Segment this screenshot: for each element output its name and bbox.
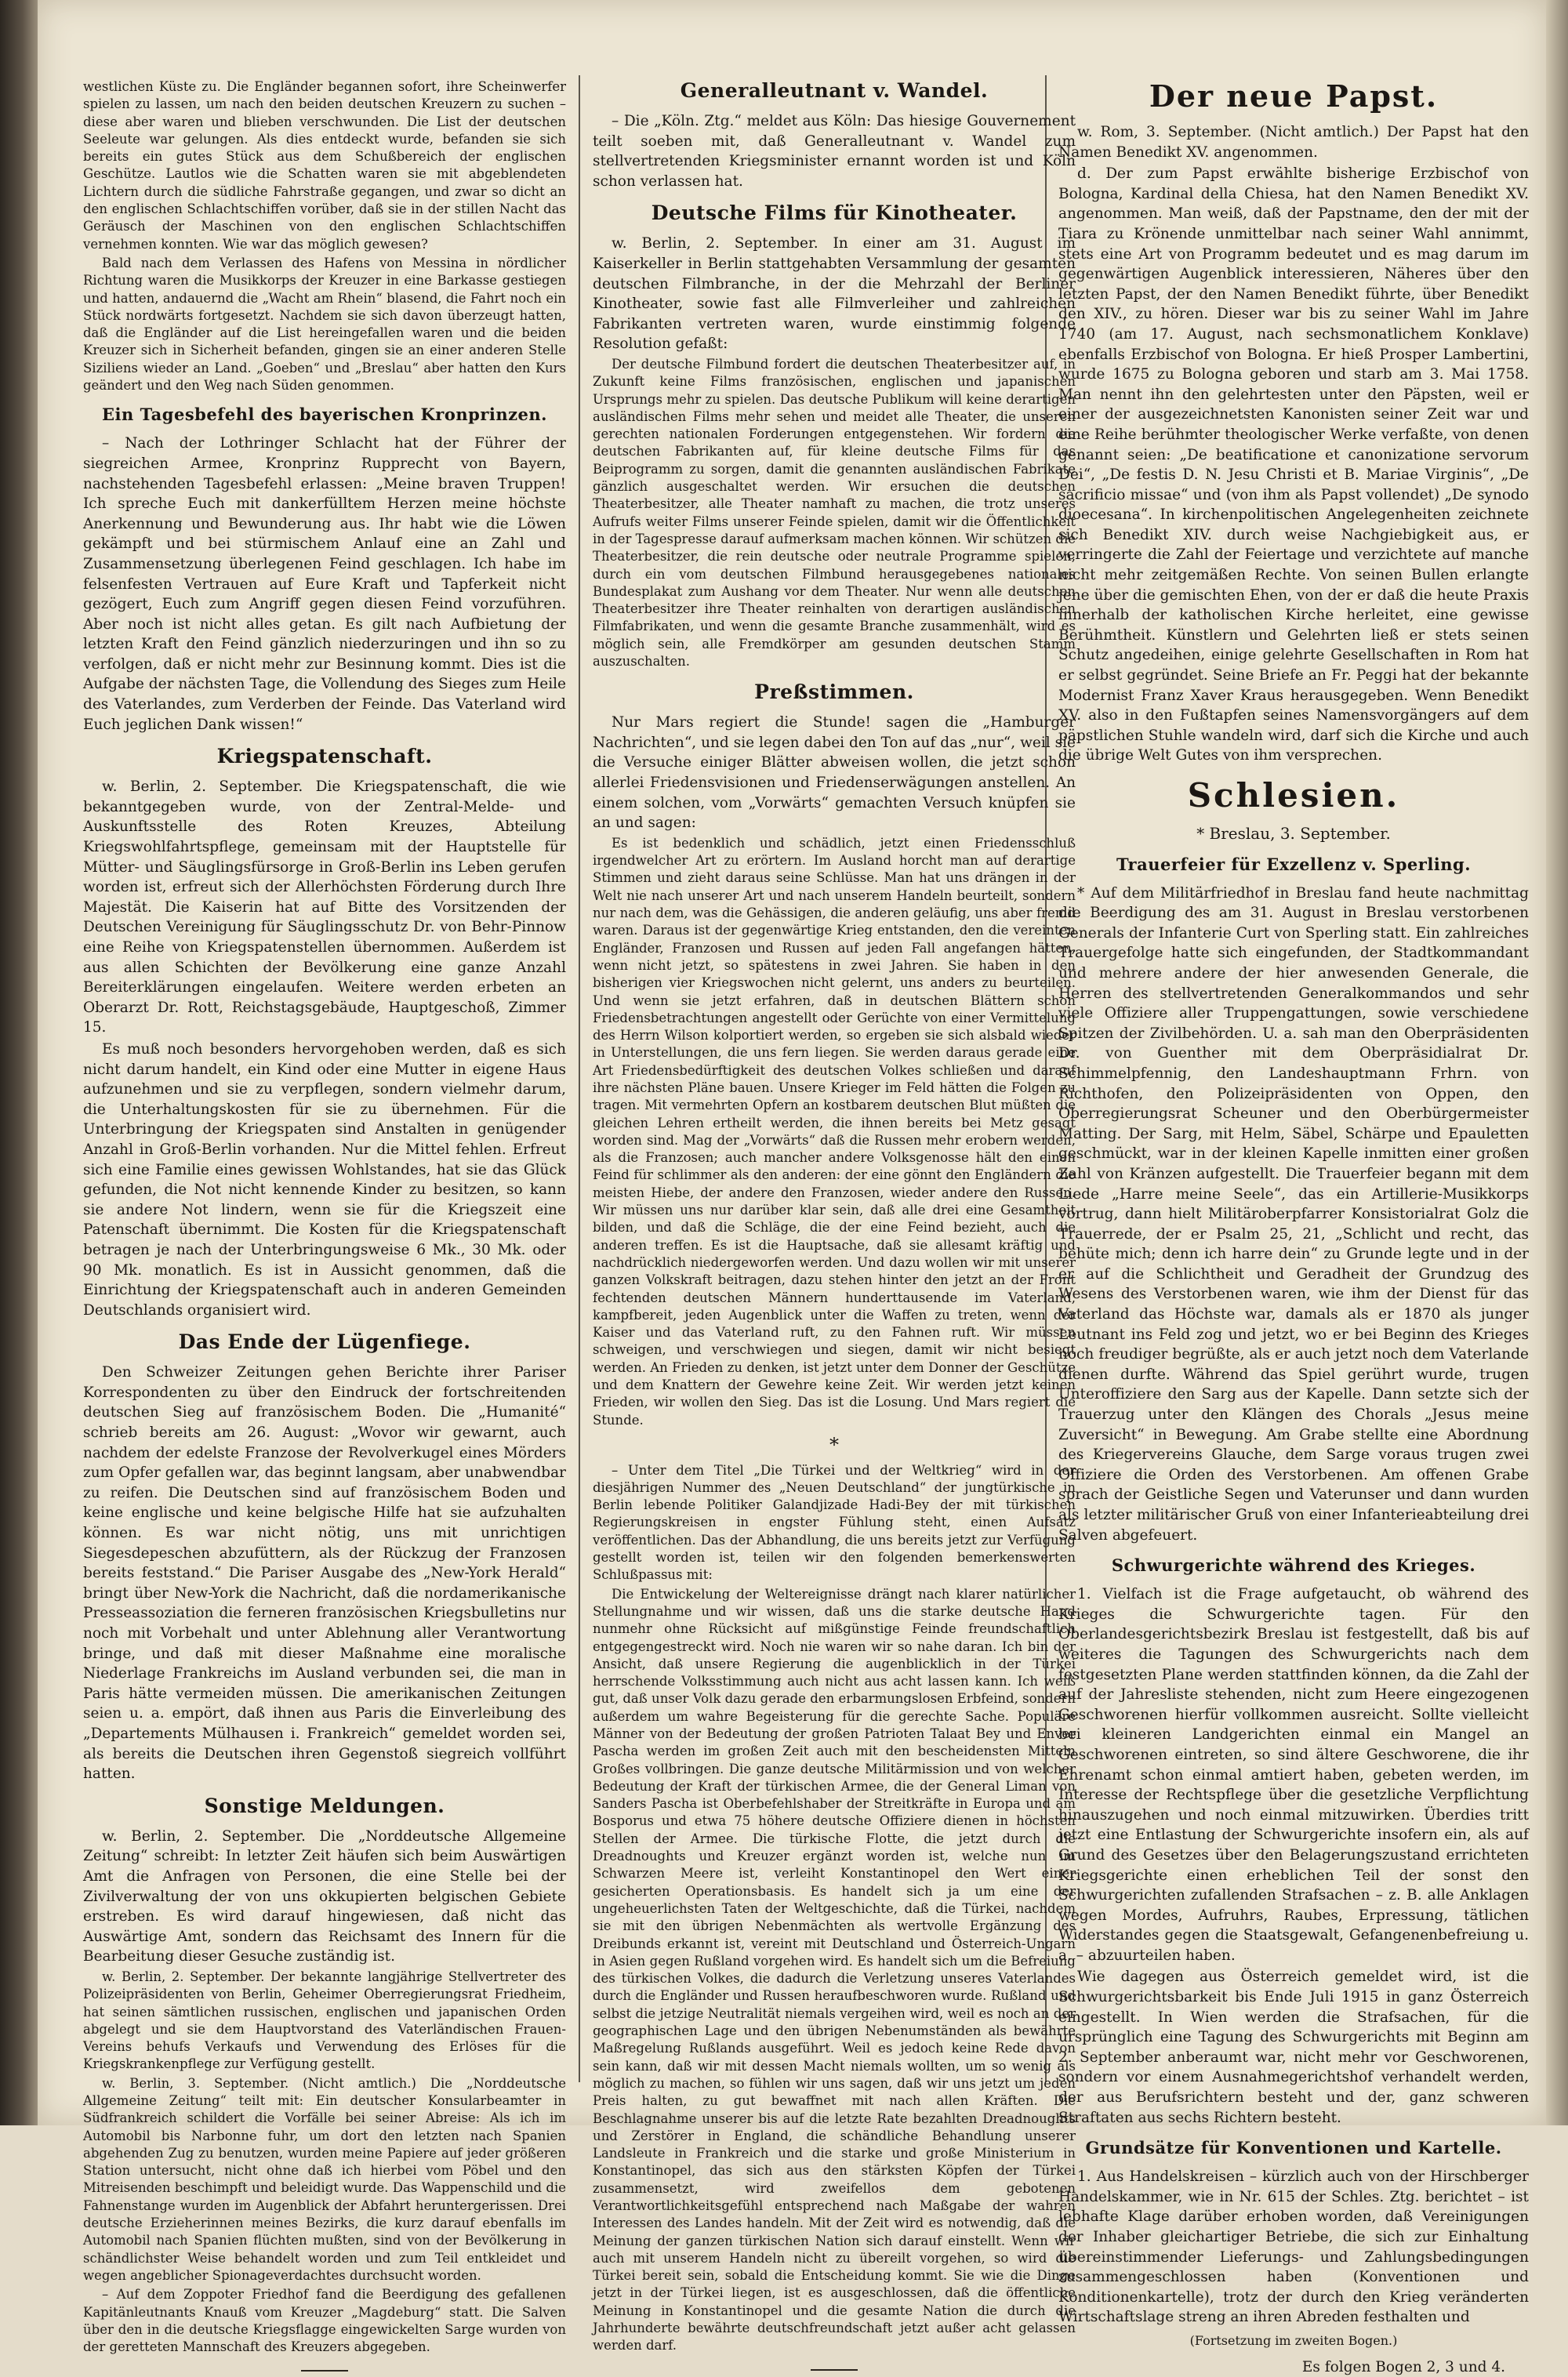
headline-trauerfeier: Trauerfeier für Exzellenz v. Sperling. [1116,854,1472,874]
dateline: * Breslau, 3. September. [1196,824,1391,843]
article-text: w. Berlin, 2. September. In einer am 31. August im Kaiserkeller in Berlin stattgehabten Versammlung der gesamten deutschen Filmbranche, in der die Mehrzahl der Berliner Kinotheater, sowie fast alle Filmverleiher und zahlreichen Fabrikanten vertreten waren, wurde einstimmig folgende Resolution gefaßt: [593,235,1076,353]
section-title-schlesien: Schlesien. [1187,776,1400,815]
headline-sonstige-meldungen: Sonstige Meldungen. [204,1794,445,1817]
headline-pressstimmen: Preßstimmen. [754,680,914,704]
article-text: Bald nach dem Verlassen des Hafens von Messina in nördlicher Richtung waren die Musikkorps der Kreuzer in eine Barkasse gestiegen und hatten, andauernd die „Wacht am Rhein“ blasend, die Fahrt noch ein Stück nordwärts fortgesetzt. Nachdem sie sich davon überzeugt hatten, daß die Engländer auf die List hereingefallen waren und die beiden Kreuzer sich in Sicherheit befanden, gingen sie an einer anderen Stelle Siziliens wieder an Land. „Goeben“ und „Breslau“ aber hatten den Kurs geändert und den Weg nach Süden genommen. [83,255,566,394]
article-text: 1. Vielfach ist die Frage aufgetaucht, ob während des Krieges die Schwurgerichte tagen. Für den Oberlandesgerichtsbezirk Breslau ist festgestellt, daß bis auf weiteres die Tagungen des Schwurgerichts nach dem festgesetzten Plane werden stattfinden können, da die Zahl der auf der Jahresliste stehenden, nicht zum Heere eingezogenen Geschworenen hierfür vollkommen ausreicht. Sollte vielleicht bei kleineren Landgerichten einmal ein Mangel an Geschworenen eintreten, so sind ältere Geschworene, die ihr Ehrenamt schon einmal amtiert haben, gebeten werden, im Interesse der Rechtspflege über die gesetzliche Verpflichtung hinauszugehen und noch einmal mitzuwirken. Überdies tritt jetzt eine Entlastung der Schwurgerichte insofern ein, als auf Grund des Gesetzes über den Belagerungszustand errichteten Kriegsgerichte einen erheblichen Teil der sonst den Schwurgerichten zufallenden Strafsachen – z. B. alle Anklagen wegen Mordes, Aufruhrs, Raubes, Erpressung, tätlichen Widerstandes gegen die Staatsgewalt, Gefangenenbefreiung u. a. – abzuurteilen haben. [1058,1586,1529,1964]
article-text: Nur Mars regiert die Stunde! sagen die „Hamburger Nachrichten“, und sie legen dabei den Ton auf das „nur“, weil sie die Versuche einiger Blätter abweisen wollen, die jetzt schon allerlei Friedensvisionen und Friedenserwägungen anstellen. An einem solchen, vom „Vorwärts“ gemachten Versuch knüpfen sie an und sagen: [593,714,1076,832]
page-edge-shadow [1546,0,1568,2125]
section-asterisk: * [829,1433,839,1456]
headline-neuer-papst: Der neue Papst. [1149,78,1439,114]
column-3 [1058,78,1529,2375]
article-text: Wie dagegen aus Österreich gemeldet wird, ist die Schwurgerichtsbarkeit bis Ende Juli 1915 in ganz Österreich eingestellt. In Wien werden die Strafsachen, für die ursprünglich eine Tagung des Schwurgerichts mit Beginn am 2. September anberaumt war, nicht mehr vor Geschworenen, sondern vor einem Ausnahmegerichtshof verhandelt werden, der aus Berufsrichtern besteht und der, ganz schweren Straftaten aus sechs Richtern besteht. [1058,1969,1529,2126]
headline-kriegspatenschaft: Kriegspatenschaft. [216,745,433,768]
article-text: w. Rom, 3. September. (Nicht amtlich.) Der Papst hat den Namen Benedikt XV. angenommen. [1058,124,1529,161]
headline-kronprinz: Ein Tagesbefehl des bayerischen Kronprinzen. [102,405,547,425]
page-footer-note: Es folgen Bogen 2, 3 und 4. [1301,2358,1505,2375]
article-text: Den Schweizer Zeitungen gehen Berichte ihrer Pariser Korrespondenten zu über den Eindruck der fortschreitenden deutschen Sieg auf französischem Boden. Die „Humanité“ schrieb bereits am 26. August: „Wovor wir gewarnt, auch nachdem der edelste Franzose der Revolverkugel eines Mörders zum Opfer gefallen war, das beginnt langsam, aber unabwendbar zu reifen. Die Deutschen sind auf französischem Boden und keine englische und keine belgische Hilfe hat sie aufzuhalten können. Es war nicht nötig, uns mit unrichtigen Siegesdepeschen abzufüttern, als der Rückzug der Franzosen bereits feststand.“ Die Pariser Ausgabe des „New-York Herald“ bringt über New-York die Nachricht, daß die nordamerikanische Presseassoziation die ferneren französischen Kriegsbulletins nur noch mit Vorbehalt und unter Ablehnung aller Verantwortung bringe, und daß mit dieser Maßnahme eine moralische Niederlage Frankreichs im Ausland verbunden sei, die man in Paris hätte vermeiden müssen. Die amerikanischen Zeitungen seien u. a. empört, daß ihnen aus Paris die Einverleibung des „Departements Mülhausen i. Frankreich“ gemeldet worden sei, als bereits die Deutschen ihren Gegenstoß siegreich vollführt hatten. [83,1364,566,1783]
article-text: – Auf dem Zoppoter Friedhof fand die Beerdigung des gefallenen Kapitänleutnants Knauß vom Kreuzer „Magdeburg“ statt. Die Salven über den in die deutsche Kriegsflagge eingewickelten Sarge wurden von der geretteten Mannschaft des Kreuzers abgegeben. [83,2287,566,2355]
continuation-note: (Fortsetzung im zweiten Bogen.) [1189,2332,1398,2348]
article-text: – Die „Köln. Ztg.“ meldet aus Köln: Das hiesige Gouvernement teilt soeben mit, daß Generalleutnant v. Wandel zum stellvertretenden Kriegsminister ernannt worden ist und Köln schon verlassen hat. [593,113,1076,190]
article-text: w. Berlin, 2. September. Der bekannte langjährige Stellvertreter des Polizeipräsidenten von Berlin, Geheimer Oberregierungsrat Friedheim, hat seinen sämtlichen russischen, englischen und japanischen Orden abgelegt und sie dem Hauptvorstand des Vaterländischen Frauen-Vereins behufs Verkaufs und Verwendung des Erlöses für die Kriegskrankenpflege zur Verfügung gestellt. [83,1969,566,2072]
article-text: 1. Aus Handelskreisen – kürzlich auch von der Hirschberger Handelskammer, wie in Nr. 615 der Schles. Ztg. berichtet – ist lebhafte Klage darüber erhoben worden, daß Vereinigungen der Inhaber gleichartiger Betriebe, die sich zur Einhaltung übereinstimmender Lieferungs- und Zahlungsbedingungen zusammengeschlossen haben (Konventionen und Konditionenkartelle), trotz der durch den Krieg veränderten Wirtschaftslage streng an ihren Abreden festhalten und [1058,2168,1529,2326]
article-text: w. Berlin, 2. September. Die Kriegspatenschaft, die wie bekanntgegeben wurde, von der Zentral-Melde- und Auskunftsstelle des Roten Kreuzes, Abteilung Kriegswohlfahrtspflege, gemeinsam mit der Hauptstelle für Mütter- und Säuglingsfürsorge in Groß-Berlin ins Leben gerufen worden ist, erfreut sich der Allerhöchsten Förderung durch Ihre Majestät. Die Kaiserin hat auf Bitte des Vorsitzenden der Deutschen Vereinigung für Säuglingsschutz Dr. von Behr-Pinnow eine Reihe von Kriegspatenstellen übernommen. Außerdem ist aus allen Schichten der Bevölkerung eine ganze Anzahl Bereiterklärungen eingelaufen. Weitere werden erbeten an Oberarzt Dr. Rott, Reichstagsgebäude, Hauptgeschoß, Zimmer 15. [83,778,566,1036]
section-divider [301,2370,348,2372]
article-text: w. Berlin, 2. September. Die „Norddeutsche Allgemeine Zeitung“ schreibt: In letzter Zeit häufen sich beim Auswärtigen Amt die Anfragen von Personen, die eine Stelle bei der Zivilverwaltung der von uns okkupierten belgischen Gebiete erstreben. Es wird darauf hingewiesen, daß nicht das Auswärtige Amt, sondern das Reichsamt des Innern für die Bearbeitung dieser Gesuche zuständig ist. [83,1827,566,1965]
article-text: – Unter dem Titel „Die Türkei und der Weltkrieg“ wird in der diesjährigen Nummer des „Neuen Deutschland“ der jungtürkische in Berlin lebende Politiker Galandjizade Hadi-Bey der mit türkischen Regierungskreisen in engster Fühlung steht, einen Aufsatz veröffentlichen. Das der Abhandlung, die uns bereits jetzt zur Verfügung gestellt worden ist, teilen wir den folgenden bemerkenswerten Schlußpassus mit: [593,1462,1076,1583]
article-text: Es ist bedenklich und schädlich, jetzt einen Friedensschluß irgendwelcher Art zu erörtern. Im Ausland horcht man auf derartige Stimmen und zieht daraus seine Schlüsse. Man hat uns drängen in der Welt nie nach unserer Art und nach unserem Handeln beurteilt, sondern nur nach dem, was die Gehässigen, die anderen geläufig, uns aber fremd waren. Daraus ist der gegenwärtige Krieg entstanden, den die vereinten Engländer, Franzosen und Russen auf jeden Fall angefangen hätten, wenn nicht jetzt, so spätestens in zwei Jahren. Sie haben in den bisherigen vier Kriegswochen nicht gelernt, uns anders zu beurteilen. Und wenn sie jetzt erfahren, daß in deutschen Blättern schon Friedensbetrachtungen angestellt oder Gerüchte von einer Vermittelung des Herrn Wilson kolportiert werden, so ergeben sie sich alsbald wieder in Unterstellungen, die uns fern liegen. Sie werden daraus gerade eine Art Friedensbedürftigkeit des deutschen Volkes schließen und darauf ihre nächsten Pläne bauen. Unsere Krieger im Feld hätten die Folgen zu tragen. Mit vermehrten Opfern an kostbarem deutschen Blut müßten die gleichen Lehren ertheilt werden, die ihnen bereits bei Metz gesagt worden sind. Mag der „Vorwärts“ daß die Russen mehr erobern werden, als die Franzosen; auch mancher andere Volksgenosse hält den einen Feind für schlimmer als den anderen: der eine gönnt den Engländern die meisten Hiebe, der andere den Franzosen, wieder andere den Russen. Wir müssen uns nur darüber klar sein, daß alle drei eine Gesamtheit bilden, und daß die Schläge, die der eine Feind bezieht, auch die anderen treffen. Es ist die Hauptsache, daß sie allesamt kräftig und nachdrücklich niedergeworfen werden. Und dazu wollen wir mit unserer ganzen Volkskraft beitragen, dazu stehen hinter den jetzt an der Front fechtenden deutschen Männern hunderttausende im Vaterland, kampfbereit, jeden Augenblick unter die Waffen zu treten, wenn der Kaiser und das Vaterland ruft, zu den Fahnen ruft. Wir müssen schweigen, und verschwiegen und siegen, damit wir nicht besiegt werden. An Frieden zu denken, ist jetzt unter dem Donner der Geschütze und dem Knattern der Gewehre keine Zeit. Wir werden jetzt keinen Frieden, wir wollen den Sieg. Das ist die Losung. Und Mars regiert die Stunde. [593,835,1076,1428]
headline-luegenfiege: Das Ende der Lügenfiege. [178,1330,471,1354]
article-text: w. Berlin, 3. September. (Nicht amtlich.) Die „Norddeutsche Allgemeine Zeitung“ teilt mit: Ein deutscher Konsularbeamter in Südfrankreich schildert die Vorfälle bei seiner Abreise: Als ich im Automobil bis Narbonne fuhr, um dort den letzten nach Spanien abgehenden Zug zu benutzen, wurden meine Papiere auf jeder größeren Station untersucht, nicht ohne daß ich hierbei vom Pöbel und den Mitreisenden beschimpft und beleidigt wurde. Das Wappenschild und die Fahnenstange wurden im Augenblick der Abfahrt heruntergerissen. Drei deutsche Erzieherinnen meines Bezirks, die kurz darauf ebenfalls im Automobil nach Spanien flüchten mußten, sind von der Bevölkerung in schändlichster Weise behandelt worden und zum Teil entkleidet und wegen angeblicher Spionageverdachtes durchsucht worden. [83,2075,566,2283]
column-rule-left [579,75,580,2082]
article-text: westlichen Küste zu. Die Engländer begannen sofort, ihre Scheinwerfer spielen zu lassen, um nach den beiden deutschen Kreuzern zu suchen – diese aber waren und blieben verschwunden. Die List der deutschen Seeleute war gelungen. Als dies entdeckt wurde, befanden sie sich bereits ein gutes Stück aus dem Schußbereich der englischen Geschütze. Lautlos wie die Schatten waren sie mit abgeblendeten Lichtern durch die südliche Fahrstraße gegangen, und zwar so dicht an den englischen Schlachtschiffen vorüber, daß sie in der stillen Nacht das Geräusch der Maschinen von den englischen Schlachtschiffen vernehmen konnten. Wie war das möglich gewesen? [83,79,566,252]
headline-schwurgerichte: Schwurgerichte während des Krieges. [1111,1555,1476,1576]
headline-wandel: Generalleutnant v. Wandel. [680,79,989,102]
article-text: d. Der zum Papst erwählte bisherige Erzbischof von Bologna, Kardinal della Chiesa, hat den Namen Benedikt XV. angenommen. Man weiß, daß der Papstname, den der mit der Tiara zu Krönende unmittelbar nach seiner Wahl annimmt, stets eine Art von Programm bedeutet und es mag darum im gegenwärtigen Augenblick interessieren, Näheres über den letzten Papst, der den Namen Benedikt führte, über Benedikt den XIV., zu hören. Dieser war bis zu seiner Wahl im Jahre 1740 (am 17. August, nach sechsmonatlichem Konklave) ebenfalls Erzbischof von Bologna. Er hieß Prosper Lambertini, wurde 1675 zu Bologna geboren und starb am 3. Mai 1758. Man nennt ihn den gelehrtesten unter den Päpsten, weil er einer der ausgezeichnetsten Kanonisten seiner Zeit war und eine Reihe berühmter theologischer Werke verfaßte, von denen genannt seien: „De beatificatione et canonizatione servorum Dei“, „De festis D. N. Jesu Christi et B. Mariae Virginis“, „De sacrificio missae“ und (von ihm als Papst vollendet) „De synodo dioecesana“. In kirchenpolitischen Angelegenheiten zeichnete sich Benedikt XIV. durch weise Nachgiebigkeit aus, er verringerte die Zahl der Feiertage und verzichtete auf manche nicht mehr zeitgemäßen Rechte. Von seinen Bullen erlangte jene über die gemischten Ehen, von der er daß die heute Praxis innerhalb der katholischen Kirche herleitet, eine gewisse Berühmtheit. Künstlern und Gelehrten ließ er stets seinen Schutz angedeihen, einige gelehrte Gesellschaften in Rom hat er selbst gegründet. Seine Briefe an Fr. Peggi hat der bekannte Modernist Franz Xaver Kraus herausgegeben. Wenn Benedikt XV. also in den Fußtapfen seines Namensvorgängers auf dem päpstlichen Stuhle wandeln wird, darf sich die Kirche und auch die übrige Welt Gutes von ihm versprechen. [1058,165,1529,764]
article-text: * Auf dem Militärfriedhof in Breslau fand heute nachmittag die Beerdigung des am 31. August in Breslau verstorbenen Generals der Infanterie Curt von Sperling statt. Ein zahlreiches Trauergefolge hatte sich eingefunden, der Stadtkommandant und mehrere andere der hier anwesenden Generale, die Herren des stellvertretenden Generalkommandos und sehr viele Offiziere aller Truppengattungen, sowie verschiedene Spitzen der Zivilbehörden. U. a. sah man den Oberpräsidenten Dr. von Guenther mit dem Oberpräsidialrat Dr. Schimmelpfennig, den Landeshauptmann Frhrn. von Richthofen, den Polizeipräsidenten von Oppen, den Oberregierungsrat Scheuner und den Oberbürgermeister Matting. Der Sarg, mit Helm, Säbel, Schärpe und Epauletten geschmückt, war in der kleinen Kapelle inmitten einer großen Zahl von Kränzen aufgestellt. Die Trauerfeier begann mit dem Liede „Harre meine Seele“, das ein Artillerie-Musikkorps vortrug, dann hielt Militäroberpfarrer Konsistorialrat Golz die Trauerrede, der er Psalm 25, 21, „Schlicht und recht, das behüte mich; denn ich harre dein“ zu Grunde legte und in der er auf die Schlichtheit und Geradheit der Grundzug des Wesens des Verstorbenen waren, wie ihm der Dienst für das Vaterland das Höchste war, damals als er 1870 als junger Leutnant ins Feld zog und jetzt, wo er bei Beginn des Krieges noch freudiger begrüßte, als er auch jetzt noch dem Vaterlande dienen durfte. Während das Spiel gerührt wurde, trugen Unteroffiziere den Sarg aus der Kapelle. Dann setzte sich der Trauerzug unter den Klängen des Chorals „Jesus meine Zuversicht“ in Bewegung. Am Grabe stellte eine Abordnung des Kriegervereins Glauche, dem Sarge voraus trugen zwei Offiziere die Orden des Verstorbenen. Am offenen Grabe sprach der Geistliche Segen und Vaterunser und dann wurden als letzter militärischer Gruß von einer Infanterieabteilung drei Salven abgefeuert. [1058,884,1529,1544]
column-2 [593,78,1076,2353]
column-1 [83,78,566,2355]
article-text: Der deutsche Filmbund fordert die deutschen Theaterbesitzer auf, in Zukunft keine Films französischen, englischen und japanischen Ursprungs mehr zu spielen. Das deutsche Publikum will keine derartigen ausländischen Films mehr sehen und meidet alle Theater, die unseren gerechten nationalen Forderungen entgegenstehen. Wir fordern die deutschen Fabrikanten auf, für kleine deutsche Films für das Beiprogramm zu sorgen, damit die genannten ausländischen Fabrikate gänzlich ausgeschaltet werden. Wir ersuchen die deutschen Theaterbesitzer, alle Theater namhaft zu machen, die trotz unseres Aufrufs weiter Films unserer Feinde spielen, damit wir die Öffentlichkeit in der Tagespresse darauf aufmerksam machen können. Wir schützen die Theaterbesitzer, die rein deutsche oder neutrale Programme spielen, durch ein vom deutschen Filmbund herausgegebenes nationales Bundesplakat zum Aushang vor dem Theater. Nur wenn alle deutschen Theaterbesitzer ihre Theater reinhalten von derartigen ausländischen Filmfabrikaten, und wenn die gesamte Branche zusammenhält, wird es möglich sein, alle Fremdkörper am gesunden deutschen Stamm auszuschalten. [593,356,1076,669]
headline-konventionen: Grundsätze für Konventionen und Kartelle. [1085,2138,1502,2158]
headline-films: Deutsche Films für Kinotheater. [651,201,1018,225]
article-text: Es muß noch besonders hervorgehoben werden, daß es sich nicht darum handelt, ein Kind oder eine Mutter in eigene Haus aufzunehmen und sie zu verpflegen, sondern vielmehr darum, die Unterhaltungskosten für sie zu übernehmen. Für die Unterbringung der Kriegspaten sind Anstalten in genügender Anzahl in Groß-Berlin vorhanden. Nur die Mittel fehlen. Erfreut sich eine Familie eines gewissen Wohlstandes, hat sie das Glück gefunden, die Not nicht kennende Kinder zu besitzen, so kann sie andere Not lindern, wenn sie für die Kriegszeit eine Patenschaft übernimmt. Die Kosten für die Kriegspatenschaft betragen je nach der Unterbringungsweise 6 Mk., 30 Mk. oder 90 Mk. monatlich. Es ist in Aussicht genommen, daß die Einrichtung der Kriegspatenschaft auch in anderen Gemeinden Deutschlands organisiert wird. [83,1040,566,1319]
article-text: – Nach der Lothringer Schlacht hat der Führer der siegreichen Armee, Kronprinz Rupprecht von Bayern, nachstehenden Tagesbefehl erlassen: „Meine braven Truppen! Ich spreche Euch mit dankerfülltem Herzen meine höchste Anerkennung und Bewunderung aus. Ihr habt wie die Löwen gekämpft und bei stürmischem Anlauf eine an Zahl und Zusammensetzung überlegenen Feind geschlagen. Ich habe im felsenfesten Vertrauen auf Eure Kraft und Tapferkeit nicht gezögert, Euch zum Angriff gegen diesen Feind vorzuführen. Aber noch ist nicht alles getan. Es gilt nach Aufbietung der letzten Kraft den Feind gänzlich niederzuringen und ihn so zu verfolgen, daß er nicht mehr zur Besinnung kommt. Dies ist die Aufgabe der nächsten Tage, die Vollendung des Sieges zum Heile des Vaterlandes, zum Verderben der Feinde. Das Vaterland wird Euch jeglichen Dank wissen!“ [83,435,566,733]
page-gutter-shadow [0,0,38,2125]
section-divider [811,2369,858,2371]
article-text: Die Entwickelung der Weltereignisse drängt nach klarer natürlicher Stellungnahme und wir wissen, daß uns die starke deutsche Hand nunmehr ohne Rücksicht auf mißgünstige Feinde freundschaftlich entgegengestreckt wird. Noch nie waren wir so nahe daran. Ich bin der Ansicht, daß unsere Regierung die augenblicklich in der Türkei herrschende Volksstimmung auch nicht aus acht lassen kann. Ich weiß gut, daß unser Volk dazu gerade den erbarmungslosen Erbfeind, sondern außerdem um wahre Begeisterung für die gerechte Sache. Populäre Männer von der Bedeutung der großen Patrioten Talaat Bey und Enver Pascha werden im großen Zeit auch mit den bescheidensten Mitteln Großes vollbringen. Die ganze deutsche Militärmission und von welcher Bedeutung der Kraft der türkischen Armee, die der General Liman von Sanders Pascha ist Oberbefehlshaber der Streitkräfte in Europa und am Bosporus und etwa 75 höhere deutsche Offiziere dienen in höchsten Stellen der Armee. Die türkische Flotte, die jetzt durch die Dreadnoughts und Kreuzer ergänzt worden ist, welche nun im Schwarzen Meere ist, verleiht Konstantinopel den Wert einer gesicherten Operationsbasis. Es handelt sich ja um eine der ungeheuerlichsten Taten der Weltgeschichte, daß die Türkei, nachdem sie mit den übrigen Nebenmächten als wertvolle Ergänzung des Dreibunds erkannt ist, vereint mit Deutschland und Österreich-Ungarn in Asien gegen Rußland vorgehen wird. Es handelt sich um die Befreiung des türkischen Volkes, die dadurch die Verletzung unseres Vaterlandes durch die Engländer und Russen heraufbeschworen wurde. Rußland und selbst die jetzige Neutralität niemals vergeihen wird, weil es noch an der geographischen Lage und den übrigen Nebenumständen als bewährte Maßregelung Rußlands ausgeführt. Weil es jedoch keine Rede davon sein kann, daß wir mit dessen Macht niemals wollten, um so wenig als möglich zu machen, so fühlen wir uns sagen, daß wir uns jetzt um jeden Preis halten, zu gut bewaffnet mit nach allen Kräften. Die Beschlagnahme unserer bis auf die letzte Rate bezahlten Dreadnoughts und Zerstörer in England, die schändliche Behandlung unserer Landsleute in Frankreich und die starke und große Ministerium in Konstantinopel, das sich aus den stärksten Köpfen der Türkei zusammensetzt, wird zweifellos dem gebotenen Verantwortlichkeitsgefühl entsprechend nach Maßgabe der wahren Interessen des Landes handeln. Mit der Zeit wird es notwendig, daß die Meinung der ganzen türkischen Nation sich darauf einstellt. Wenn wir auch mit unserem Handeln nicht zu übereilt vorgehen, so wird die Türkei bereit sein, sobald die Entscheidung kommt. Sie wie die Dinge jetzt in der Türkei liegen, ist es ausgeschlossen, daß die öffentliche Meinung in Konstantinopel und die gesamte Nation die durch die Jahrhunderte bewährte deutschfreundschaft jetzt außer acht gelassen werden darf. [593,1586,1076,2353]
